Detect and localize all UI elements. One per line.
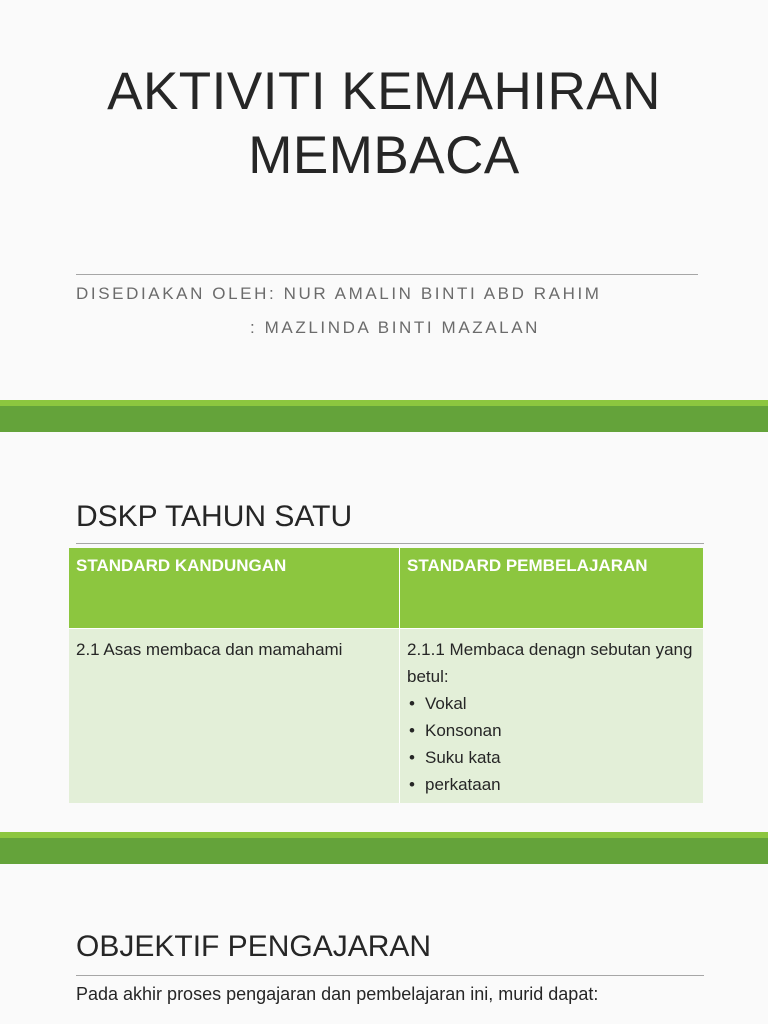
- slide-separator: [0, 400, 768, 432]
- prepared-by-line-2: : MAZLINDA BINTI MAZALAN: [250, 318, 541, 337]
- slide-heading: DSKP TAHUN SATU: [76, 500, 353, 533]
- title-line-1: AKTIVITI KEMAHIRAN: [107, 62, 661, 121]
- prepared-by-line-1: DISEDIAKAN OLEH: NUR AMALIN BINTI ABD RAHIM: [76, 284, 602, 303]
- skill-list: [407, 690, 696, 798]
- cell-kandungan: 2.1 Asas membaca dan mamahami: [69, 628, 400, 803]
- header-standard-pembelajaran: STANDARD PEMBELAJARAN: [400, 548, 704, 628]
- title-slide: [0, 0, 768, 400]
- list-item: • Konsonan: [407, 717, 696, 744]
- objective-slide: [0, 864, 768, 1024]
- pembelajaran-intro: 2.1.1 Membaca denagn sebutan yang betul:: [407, 639, 693, 686]
- list-item: • Suku kata: [407, 744, 696, 771]
- list-item: • Vokal: [407, 690, 696, 717]
- title-divider: [76, 274, 698, 275]
- cell-pembelajaran: [400, 628, 704, 803]
- objective-text: Pada akhir proses pengajaran dan pembelajaran ini, murid dapat:: [76, 984, 599, 1004]
- slide-separator: [0, 832, 768, 864]
- dskp-table: [69, 548, 703, 803]
- table-header-row: [69, 548, 703, 628]
- dskp-slide: [0, 432, 768, 832]
- header-standard-kandungan: STANDARD KANDUNGAN: [69, 548, 400, 628]
- slide-heading: OBJEKTIF PENGAJARAN: [76, 930, 432, 963]
- table-row: [69, 628, 703, 803]
- heading-divider: [76, 975, 704, 976]
- slide-title: [40, 60, 728, 188]
- heading-divider: [76, 543, 704, 544]
- list-item: • perkataan: [407, 771, 696, 798]
- title-line-2: MEMBACA: [248, 126, 520, 185]
